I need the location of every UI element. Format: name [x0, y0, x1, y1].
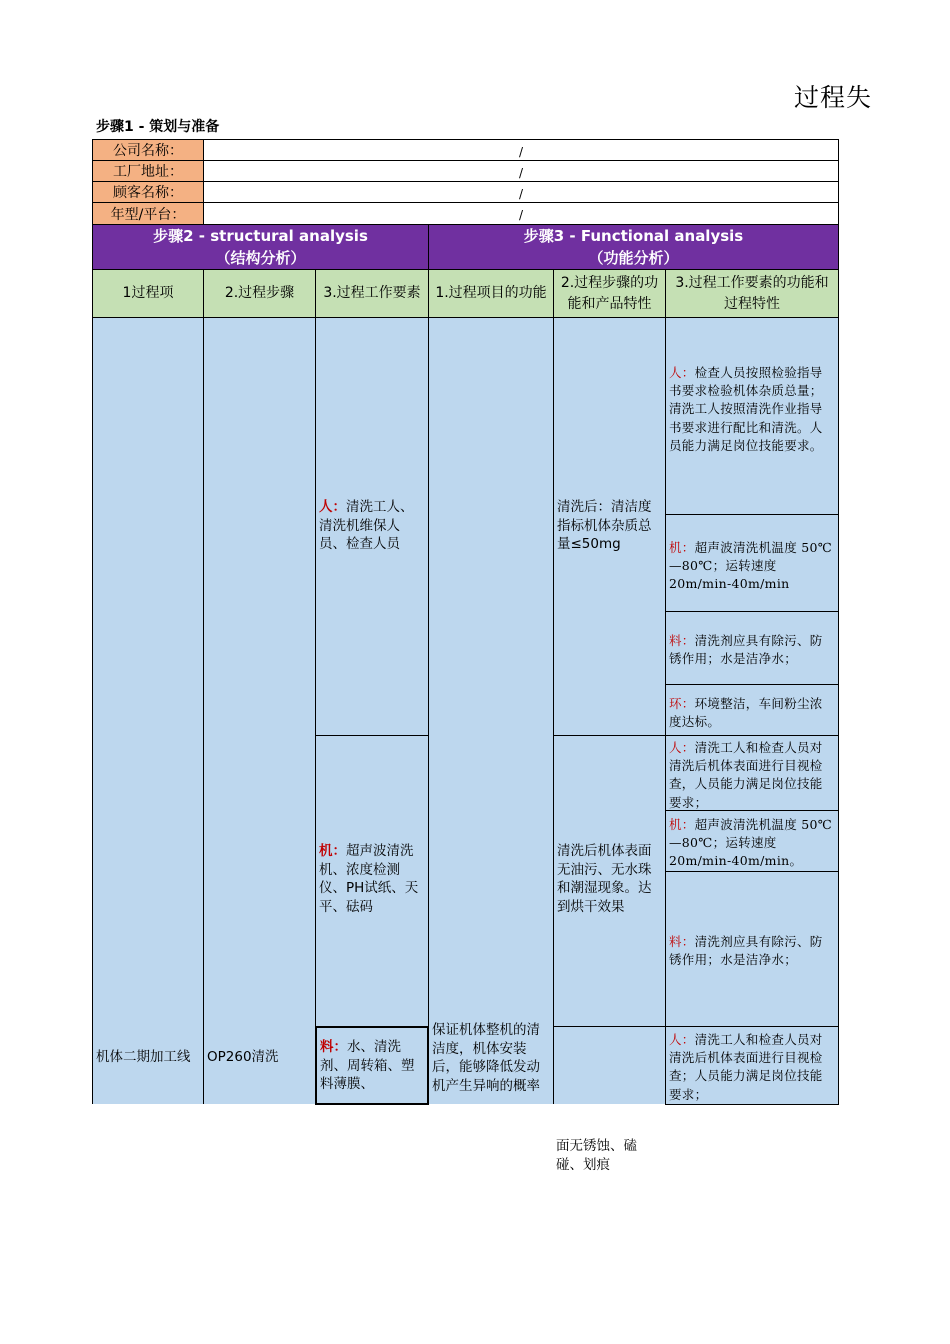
col-element-function: 3.过程工作要素的功能和过程特性	[665, 269, 839, 318]
step-function-1	[553, 317, 666, 736]
step-function-2-text: 清洗后机体表面无油污、无水珠和潮湿现象。达到烘干效果	[557, 843, 652, 915]
man-prefix: 人：	[319, 499, 346, 515]
work-element-material	[315, 1026, 429, 1105]
ef8-text: 清洗工人和检查人员对清洗后机体表面进行目视检查；人员能力满足岗位技能要求；	[669, 1032, 823, 1102]
label-customer: 顾客名称：	[92, 181, 204, 203]
ef5-prefix: 人：	[669, 740, 695, 755]
label-plant: 工厂地址：	[92, 160, 204, 182]
value-plant: /	[203, 160, 839, 182]
work-element-machine	[315, 735, 429, 1027]
process-item-text: 机体二期加工线	[96, 1049, 191, 1065]
machine-text: 超声波清洗机、浓度检测仪、PH试纸、天平、砝码	[319, 843, 419, 915]
step3-header	[428, 224, 839, 270]
step-function-1-text: 清洗后：清洁度指标机体杂质总量≤50mg	[557, 499, 652, 552]
ef8-prefix: 人：	[669, 1032, 695, 1047]
document-title: 过程失	[794, 83, 873, 112]
value-company: /	[203, 139, 839, 161]
process-step-text: OP260清洗	[207, 1049, 279, 1065]
step2-subtitle: （结构分析）	[215, 249, 306, 267]
col-process-item: 1过程项	[92, 269, 204, 318]
value-customer: /	[203, 181, 839, 203]
element-function-2	[665, 514, 839, 612]
machine-prefix: 机：	[319, 843, 346, 859]
element-function-1	[665, 317, 839, 515]
value-model-platform: /	[203, 202, 839, 225]
ef4-prefix: 环：	[669, 696, 695, 711]
element-function-6	[665, 810, 839, 872]
step-function-3	[553, 1026, 666, 1104]
material-text: 水、清洗剂、周转箱、塑料薄膜、	[320, 1039, 415, 1092]
process-item-cell	[92, 317, 204, 1104]
step1-heading: 步骤1 - 策划与准备	[96, 119, 220, 135]
element-function-3	[665, 611, 839, 685]
ef6-prefix: 机：	[669, 817, 695, 832]
process-step-cell	[203, 317, 316, 1104]
step2-header	[92, 224, 429, 270]
ef2-prefix: 机：	[669, 540, 695, 555]
step-function-3-text: 面无锈蚀、磕碰、划痕	[556, 1138, 637, 1173]
item-function-cell	[428, 317, 554, 1104]
ef1-prefix: 人：	[669, 365, 695, 380]
ef7-prefix: 料：	[669, 934, 695, 949]
work-element-man	[315, 317, 429, 736]
ef3-prefix: 料：	[669, 633, 695, 648]
man-text: 清洗工人、清洗机维保人员、检查人员	[319, 499, 414, 552]
item-function-text: 保证机体整机的清洁度，机体安装后，能够降低发动机产生异响的概率	[432, 1022, 540, 1094]
element-function-5	[665, 735, 839, 811]
ef2-text: 超声波清洗机温度 50℃—80℃；运转速度20m/min-40m/min	[669, 540, 833, 592]
ef3-text: 清洗剂应具有除污、防锈作用；水是洁净水；	[669, 633, 823, 667]
col-step-function: 2.过程步骤的功能和产品特性	[553, 269, 666, 318]
step3-title: 步骤3 - Functional analysis	[523, 227, 744, 245]
ef6-text: 超声波清洗机温度 50℃—80℃；运转速度20m/min-40m/min。	[669, 817, 833, 869]
element-function-4	[665, 684, 839, 736]
col-item-function: 1.过程项目的功能	[428, 269, 554, 318]
step2-title: 步骤2 - structural analysis	[153, 227, 368, 245]
label-model-platform: 年型/平台：	[92, 202, 204, 225]
ef7-text: 清洗剂应具有除污、防锈作用；水是洁净水；	[669, 934, 823, 968]
col-process-step: 2.过程步骤	[203, 269, 316, 318]
ef1-text: 检查人员按照检验指导书要求检验机体杂质总量；清洗工人按照清洗作业指导书要求进行配比和清洗。人员能力满足岗位技能要求。	[669, 365, 823, 453]
step3-subtitle: （功能分析）	[588, 249, 679, 267]
element-function-8	[665, 1026, 839, 1105]
ef5-text: 清洗工人和检查人员对清洗后机体表面进行目视检查，人员能力满足岗位技能要求；	[669, 740, 823, 810]
material-prefix: 料：	[320, 1039, 347, 1055]
label-company: 公司名称：	[92, 139, 204, 161]
ef4-text: 环境整洁，车间粉尘浓度达标。	[669, 696, 823, 730]
step-function-2	[553, 735, 666, 1027]
col-work-element: 3.过程工作要素	[315, 269, 429, 318]
element-function-7	[665, 871, 839, 1027]
